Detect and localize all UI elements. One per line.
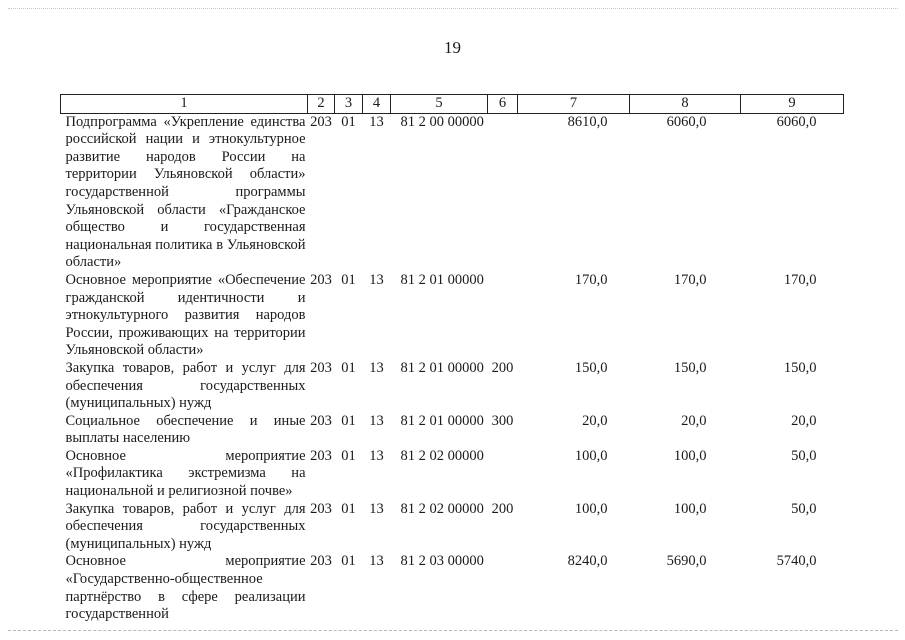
cell-amount-col9: 170,0 xyxy=(783,271,817,288)
cell-target-article: 81 2 02 00000 xyxy=(400,500,484,517)
cell-amount-col9: 50,0 xyxy=(791,447,817,464)
cell-amount-col7: 8610,0 xyxy=(567,113,608,130)
cell-ministry-code: 203 xyxy=(310,553,332,570)
header-col-9: 9 xyxy=(741,95,844,114)
page-number: 19 xyxy=(444,38,461,57)
header-col-3: 3 xyxy=(335,95,363,114)
table-row xyxy=(61,360,844,413)
cell-subsection: 13 xyxy=(369,412,384,429)
header-row xyxy=(61,95,844,114)
cell-ministry-code: 203 xyxy=(310,271,332,288)
table-row xyxy=(61,113,844,272)
cell-target-article: 81 2 01 00000 xyxy=(400,271,484,288)
table-row xyxy=(61,553,844,623)
table-row xyxy=(61,501,844,554)
budget-table xyxy=(60,94,844,624)
cell-expense-type xyxy=(488,448,518,501)
cell-section: 01 xyxy=(341,113,356,130)
header-col-6: 6 xyxy=(488,95,518,114)
cell-subsection: 13 xyxy=(369,553,384,570)
cell-amount-col9: 150,0 xyxy=(783,359,817,376)
cell-subsection: 13 xyxy=(369,447,384,464)
table-row xyxy=(61,448,844,501)
row-name: Основное мероприятие «Государственно-общественное партнёрство в сфере реализации государственной xyxy=(65,553,306,623)
cell-subsection: 13 xyxy=(369,113,384,130)
cell-amount-col8: 100,0 xyxy=(673,500,707,517)
cell-ministry-code: 203 xyxy=(310,412,332,429)
cell-expense-type: 200 xyxy=(491,500,514,517)
header-col-4: 4 xyxy=(363,95,391,114)
scan-edge-top xyxy=(8,8,898,9)
scan-edge-bottom xyxy=(8,630,898,631)
cell-amount-col9: 5740,0 xyxy=(776,553,817,570)
cell-amount-col8: 100,0 xyxy=(673,447,707,464)
cell-target-article: 81 2 02 00000 xyxy=(400,447,484,464)
cell-target-article: 81 2 01 00000 xyxy=(400,412,484,429)
cell-ministry-code: 203 xyxy=(310,500,332,517)
header-col-5: 5 xyxy=(391,95,488,114)
cell-ministry-code: 203 xyxy=(310,113,332,130)
cell-section: 01 xyxy=(341,412,356,429)
cell-amount-col7: 20,0 xyxy=(582,412,608,429)
cell-expense-type xyxy=(488,113,518,272)
table-row xyxy=(61,413,844,448)
cell-expense-type: 200 xyxy=(491,359,514,376)
cell-section: 01 xyxy=(341,271,356,288)
cell-section: 01 xyxy=(341,447,356,464)
cell-section: 01 xyxy=(341,500,356,517)
cell-ministry-code: 203 xyxy=(310,359,332,376)
cell-subsection: 13 xyxy=(369,500,384,517)
header-col-8: 8 xyxy=(630,95,741,114)
cell-amount-col7: 100,0 xyxy=(574,500,608,517)
cell-amount-col8: 20,0 xyxy=(681,412,707,429)
row-name: Основное мероприятие «Обеспечение гражданской идентичности и этнокультурного развития народов России, проживающих на территории Ульяновской области» xyxy=(65,271,306,359)
cell-amount-col9: 20,0 xyxy=(791,412,817,429)
cell-target-article: 81 2 00 00000 xyxy=(400,113,484,130)
cell-subsection: 13 xyxy=(369,271,384,288)
cell-amount-col8: 150,0 xyxy=(673,359,707,376)
cell-amount-col8: 6060,0 xyxy=(666,113,707,130)
cell-amount-col9: 6060,0 xyxy=(776,113,817,130)
row-name: Закупка товаров, работ и услуг для обеспечения государственных (муниципальных) нужд xyxy=(65,500,306,552)
header-col-2: 2 xyxy=(308,95,335,114)
cell-amount-col7: 150,0 xyxy=(574,359,608,376)
cell-amount-col7: 8240,0 xyxy=(567,553,608,570)
cell-subsection: 13 xyxy=(369,359,384,376)
cell-expense-type: 300 xyxy=(491,412,514,429)
table-row xyxy=(61,272,844,360)
cell-target-article: 81 2 01 00000 xyxy=(400,359,484,376)
header-col-7: 7 xyxy=(518,95,630,114)
cell-section: 01 xyxy=(341,553,356,570)
row-name: Основное мероприятие «Профилактика экстремизма на национальной и религиозной почве» xyxy=(65,447,306,500)
cell-amount-col7: 170,0 xyxy=(574,271,608,288)
cell-expense-type xyxy=(488,272,518,360)
cell-expense-type xyxy=(488,553,518,623)
row-name: Подпрограмма «Укрепление единства российской нации и этнокультурное развитие народов России на территории Ульяновской области» государственной программы Ульяновской области «Гражданское общество и государственная национальная политика в Ульяновской области» xyxy=(65,113,306,271)
row-name: Закупка товаров, работ и услуг для обеспечения государственных (муниципальных) нужд xyxy=(65,359,306,412)
cell-target-article: 81 2 03 00000 xyxy=(400,553,484,570)
cell-section: 01 xyxy=(341,359,356,376)
cell-amount-col7: 100,0 xyxy=(574,447,608,464)
row-name: Социальное обеспечение и иные выплаты населению xyxy=(65,412,306,447)
header-col-1: 1 xyxy=(61,95,308,114)
cell-ministry-code: 203 xyxy=(310,447,332,464)
cell-amount-col8: 5690,0 xyxy=(666,553,707,570)
cell-amount-col9: 50,0 xyxy=(791,500,817,517)
cell-amount-col8: 170,0 xyxy=(673,271,707,288)
